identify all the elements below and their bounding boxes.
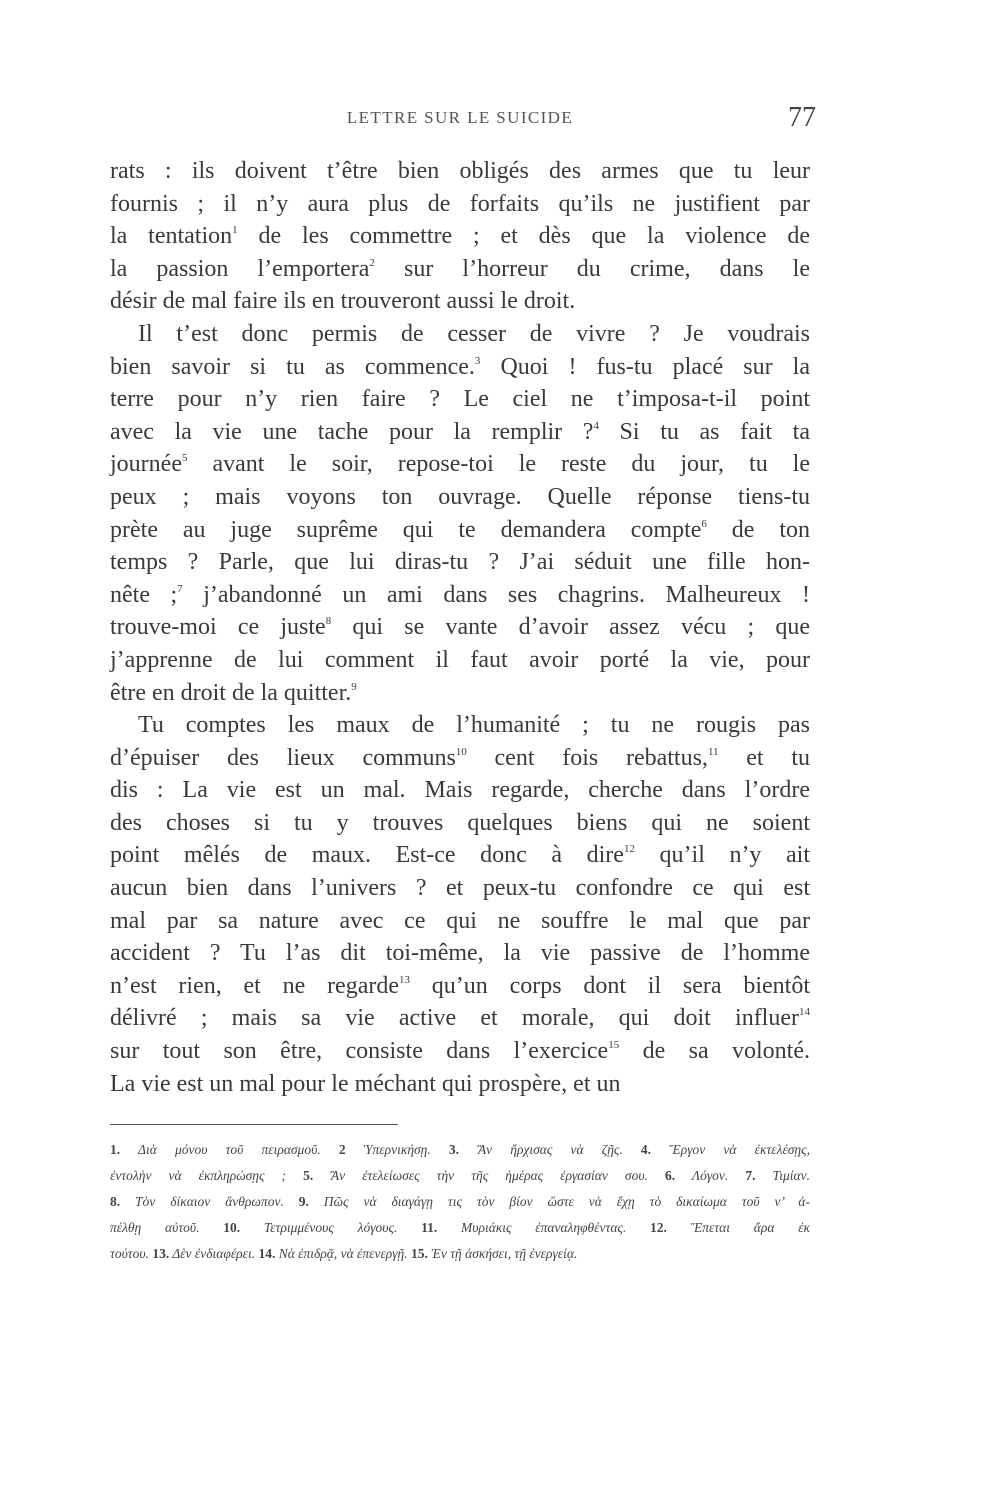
text-line — [110, 1068, 810, 1101]
text-segment: la passion l’emportera — [110, 255, 370, 282]
footnote-line — [110, 1215, 810, 1241]
footnote-text: Ἂν ἐτελείωσες τὴν τῆς ἡμέρας ἐργασίαν σου. — [313, 1168, 665, 1183]
text-line — [110, 220, 810, 253]
footnote-marker: 5 — [181, 452, 188, 465]
footnote-marker: 13 — [399, 973, 411, 986]
footnote-text: Νὰ ἐπιδρᾷ, νὰ ἐπενεργῇ. — [275, 1246, 412, 1261]
text-segment: bien savoir si tu as commence. — [110, 353, 475, 380]
text-segment: Quoi ! fus-tu placé sur la — [480, 353, 811, 380]
text-line — [110, 709, 810, 742]
footnote-text: ἐντολὴν νὰ ἐκπληρώσῃς ; — [110, 1168, 304, 1183]
body-text — [110, 155, 810, 1100]
text-segment: accident ? Tu l’as dit toi-même, la vie passive de l’homme — [110, 940, 810, 967]
text-segment: rats : ils doivent t’être bien obligés des armes que tu leur — [110, 158, 810, 184]
text-segment: Tu comptes les maux de l’humanité ; tu ne rougis pas — [138, 712, 810, 739]
text-segment: peux ; mais voyons ton ouvrage. Quelle réponse tiens-tu — [110, 483, 810, 510]
footnote-marker: 11 — [707, 745, 719, 758]
text-segment: la tentation — [110, 223, 233, 250]
footnote-number: 7. — [745, 1168, 756, 1183]
text-line — [110, 351, 810, 384]
text-segment: La vie est un mal pour le méchant qui prospère, et un — [110, 1070, 621, 1097]
footnote-number: 9. — [298, 1194, 309, 1209]
text-segment: dis : La vie est un mal. Mais regarde, cherche dans l’ordre — [110, 777, 810, 804]
text-segment: nête ; — [110, 581, 178, 608]
footnote-text: Δὲν ἐνδιαφέρει. — [169, 1246, 259, 1261]
text-line — [110, 742, 810, 775]
text-line — [110, 448, 810, 481]
footnote-marker: 10 — [455, 745, 467, 758]
text-line — [110, 839, 810, 872]
footnote-marker: 6 — [701, 517, 707, 530]
footnote-line — [110, 1137, 810, 1163]
footnote-text: Ἐν τῇ ἀσκήσει, τῇ ἐνεργείᾳ. — [427, 1246, 578, 1261]
footnote-marker: 7 — [177, 582, 183, 595]
text-segment: et tu — [718, 744, 810, 771]
text-segment: mal par sa nature avec ce qui ne souffre le mal que par — [110, 907, 810, 934]
footnote-marker: 15 — [608, 1039, 620, 1052]
text-line — [110, 546, 810, 579]
text-line — [110, 1002, 810, 1035]
footnote-number: 1. — [110, 1142, 121, 1157]
footnote-text: Τετριμμένους λόγους. — [240, 1220, 422, 1235]
text-line — [110, 611, 810, 644]
text-segment: j’abandonné un ami dans ses chagrins. Malheureux ! — [182, 581, 811, 608]
text-line — [110, 481, 810, 514]
footnote-number: 4. — [640, 1142, 652, 1157]
text-segment: d’épuiser des lieux communs — [110, 744, 456, 771]
footnote-text: Ἕπεται ἄρα ἐκ — [666, 1220, 810, 1235]
text-segment: qu’un corps dont il sera bientôt — [410, 972, 810, 999]
footnote-text: Πῶς νὰ διαγάγῃ τις τὸν βίον ὥστε νὰ ἔχῃ τὸ δικαίωμα τοῦ ν’ ἀ- — [308, 1194, 810, 1209]
footnote-number: 15. — [411, 1246, 428, 1261]
footnote-marker: 9 — [351, 680, 357, 693]
footnote-line — [110, 1189, 810, 1215]
footnote-marker: 14 — [799, 1006, 810, 1019]
footnote-number: 3. — [448, 1142, 460, 1157]
text-line — [110, 872, 810, 905]
text-segment: terre pour n’y rien faire ? Le ciel ne t’imposa-t-il point — [110, 386, 810, 413]
footnote-text: Τιμίαν. — [755, 1168, 811, 1183]
footnote-marker: 2 — [369, 256, 375, 269]
footnote-number: 11. — [421, 1220, 438, 1235]
text-segment: fournis ; il n’y aura plus de forfaits qu’ils ne justifient par — [110, 190, 810, 217]
footnote-text: Ἂν ἤρχισας νὰ ζῇς. — [459, 1142, 641, 1157]
footnotes — [110, 1137, 810, 1267]
footnote-number: 12. — [650, 1220, 667, 1235]
footnote-marker: 12 — [623, 843, 635, 856]
text-segment: Si tu as fait ta — [598, 418, 811, 445]
text-segment: journée — [110, 451, 182, 478]
text-line — [110, 188, 810, 221]
footnote-marker: 1 — [232, 224, 238, 237]
text-segment: délivré ; mais sa vie active et morale, qui doit influer — [110, 1005, 799, 1032]
text-segment: trouve-moi ce juste — [110, 614, 326, 641]
text-line — [110, 937, 810, 970]
footnote-text: Μυριάκις ἐπαναληφθέντας. — [437, 1220, 651, 1235]
text-segment: point mêlés de maux. Est-ce donc à dire — [110, 842, 624, 869]
text-segment: avant le soir, repose-toi le reste du jour, tu le — [187, 451, 810, 478]
text-segment: de les commettre ; et dès que la violence de — [237, 223, 810, 250]
footnote-number: 6. — [664, 1168, 676, 1183]
footnote-text: Ὑπερνικήσῃ. — [345, 1142, 449, 1157]
footnote-text: Ἔργον νὰ ἐκτελέσῃς, — [651, 1142, 810, 1157]
footnote-number: 5. — [303, 1168, 314, 1183]
text-segment: cent fois rebattus, — [466, 744, 708, 771]
page-number: 77 — [788, 102, 816, 133]
text-segment: temps ? Parle, que lui diras-tu ? J’ai séduit une fille hon- — [110, 549, 810, 576]
text-line — [110, 970, 810, 1003]
text-segment: n’est rien, et ne regarde — [110, 972, 400, 999]
footnote-text: πέλθῃ αὐτοῦ. — [110, 1220, 224, 1235]
text-line — [110, 1035, 810, 1068]
text-segment: qu’il n’y ait — [634, 842, 811, 869]
footnote-rule — [110, 1124, 398, 1125]
text-segment: Il t’est donc permis de cesser de vivre ? Je voudrais — [138, 320, 810, 347]
text-segment: aucun bien dans l’univers ? et peux-tu confondre ce qui est — [110, 875, 810, 902]
text-segment: sur l’horreur du crime, dans le — [374, 255, 810, 282]
text-segment: qui se vante d’avoir assez vécu ; que — [331, 614, 810, 641]
text-segment: de sa volonté. — [619, 1038, 810, 1065]
footnote-marker: 4 — [593, 419, 599, 432]
footnote-text: Τὸν δίκαιον ἄνθρωπον. — [120, 1194, 299, 1209]
text-segment: désir de mal faire ils en trouveront aussi le droit. — [110, 288, 576, 315]
text-line — [110, 285, 810, 318]
footnote-number: 10. — [223, 1220, 241, 1235]
text-line — [110, 677, 810, 710]
text-segment: être en droit de la quitter. — [110, 679, 352, 706]
footnote-line — [110, 1163, 810, 1189]
footnote-text: Λόγον. — [675, 1168, 746, 1183]
text-segment: sur tout son être, consiste dans l’exercice — [110, 1038, 609, 1065]
footnote-number: 2 — [338, 1142, 346, 1157]
running-title: LETTRE SUR LE SUICIDE — [346, 108, 574, 127]
text-line — [110, 579, 810, 612]
text-line — [110, 905, 810, 938]
footnote-number: 13. — [152, 1246, 170, 1261]
footnote-number: 14. — [258, 1246, 276, 1261]
text-line — [110, 774, 810, 807]
text-segment: prète au juge suprême qui te demandera compte — [110, 516, 702, 543]
text-segment: j’apprenne de lui comment il faut avoir porté la vie, pour — [110, 646, 810, 673]
text-line — [110, 318, 810, 351]
text-segment: des choses si tu y trouves quelques biens qui ne soient — [110, 809, 810, 836]
text-line — [110, 155, 810, 188]
text-line — [110, 383, 810, 416]
text-line — [110, 644, 810, 677]
text-segment: de ton — [706, 516, 810, 543]
text-line — [110, 253, 810, 286]
footnote-text: τούτου. — [110, 1246, 153, 1261]
text-line — [110, 416, 810, 449]
text-line — [110, 807, 810, 840]
text-segment: avec la vie une tache pour la remplir ? — [110, 418, 594, 445]
text-line — [110, 514, 810, 547]
footnote-marker: 3 — [474, 354, 481, 367]
footnote-line — [110, 1241, 810, 1267]
footnote-number: 8. — [110, 1194, 121, 1209]
footnote-marker: 8 — [325, 615, 332, 628]
footnote-text: Διὰ μόνου τοῦ πειρασμοῦ. — [120, 1142, 339, 1157]
running-header — [110, 102, 816, 134]
